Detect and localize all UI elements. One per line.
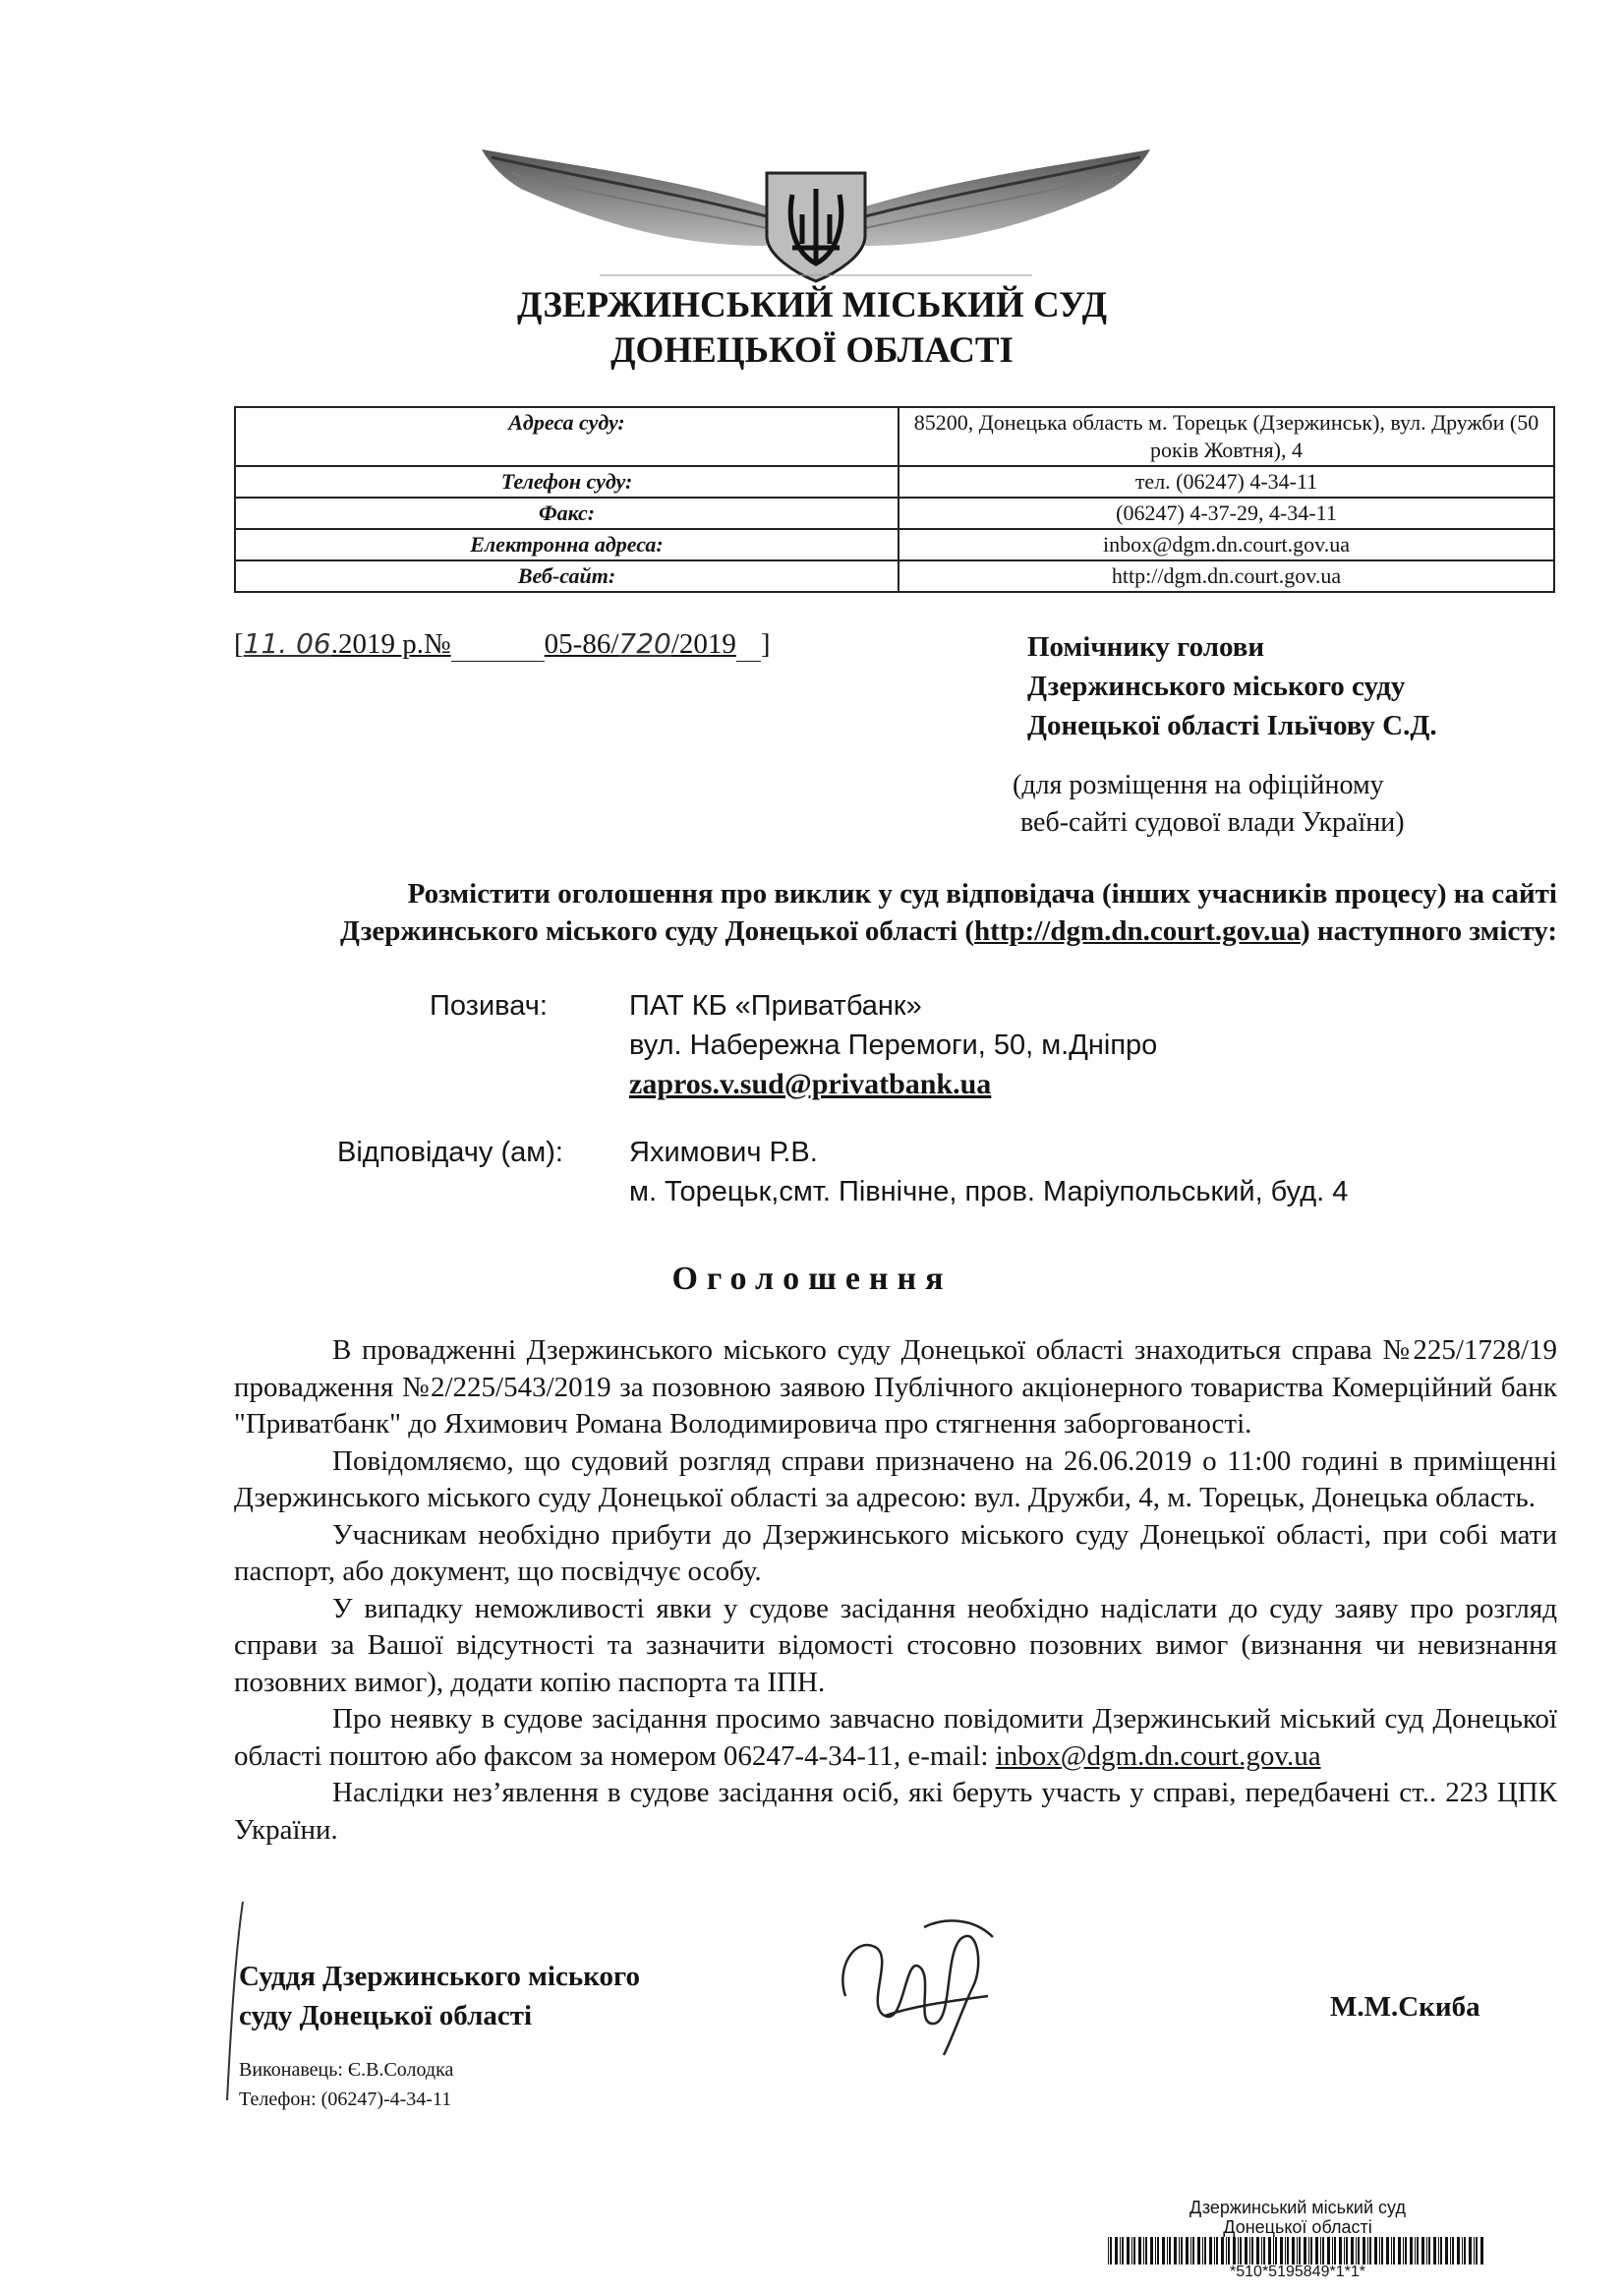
coat-of-arms-emblem: [482, 138, 1150, 285]
barcode-bar: [1374, 2237, 1377, 2265]
barcode-bar: [1440, 2237, 1442, 2265]
barcode-bar: [1398, 2237, 1401, 2265]
barcode-bar: [1261, 2237, 1262, 2265]
barcode-bar: [1181, 2237, 1183, 2265]
barcode-bar: [1169, 2237, 1171, 2265]
barcode-bar: [1150, 2237, 1153, 2265]
barcode-bar: [1268, 2237, 1271, 2265]
table-row: [235, 498, 1554, 529]
barcode-bar: [1133, 2237, 1135, 2265]
barcode-bar: [1356, 2237, 1357, 2265]
barcode-bar: [1110, 2237, 1112, 2265]
phone-label: Телефон суду:: [235, 466, 899, 498]
barcode-bar: [1190, 2237, 1191, 2265]
barcode-bar: [1457, 2237, 1460, 2265]
barcode-bar: [1162, 2237, 1165, 2265]
address-label: Адреса суду:: [235, 407, 899, 466]
website-link[interactable]: http://dgm.dn.court.gov.ua: [974, 915, 1301, 947]
barcode-number: *510*5195849*1*1*: [1230, 2264, 1365, 2280]
handwritten-number: 720: [618, 627, 671, 660]
instruction-line2: [234, 912, 1557, 950]
barcode-bar: [1315, 2237, 1318, 2265]
publication-note: [1013, 767, 1405, 842]
announcement-heading: Оголошення: [671, 1261, 953, 1297]
plaintiff-address: вул. Набережна Перемоги, 50, м.Дніпро: [629, 1029, 1158, 1061]
addressee-line1: Помічнику голови: [1027, 631, 1265, 663]
barcode-bar: [1280, 2237, 1283, 2265]
plaintiff-details: [629, 986, 1157, 1104]
handwritten-date: 11. 06: [243, 627, 331, 660]
note-line1: (для розміщення на офіційному: [1013, 770, 1384, 800]
announcement-body: [234, 1332, 1557, 1849]
judge-title: [239, 1957, 640, 2035]
phone-value: тел. (06247) 4-34-11: [899, 466, 1554, 498]
barcode-bar: [1256, 2237, 1259, 2265]
reference-gap-end: [736, 628, 761, 662]
barcode-bar: [1273, 2237, 1274, 2265]
paragraph-6: Наслідки нез’явлення в судове засідання осіб, які беруть участь у справі, передбачені ст.. 223 ЦПК України.: [234, 1777, 1557, 1846]
addressee-line3: Донецької області Ільїчову С.Д.: [1027, 710, 1437, 741]
reference-gap: [451, 628, 545, 662]
court-title-line2: ДОНЕЦЬКОЇ ОБЛАСТІ: [610, 330, 1014, 371]
barcode-bar: [1381, 2237, 1383, 2265]
bracket-open: [: [234, 628, 244, 660]
barcode-bar: [1145, 2237, 1147, 2265]
barcode-bar: [1322, 2237, 1324, 2265]
barcode-bar: [1240, 2237, 1242, 2265]
barcode-bar: [1332, 2237, 1333, 2265]
paragraph-3: Учасникам необхідно прибути до Дзержинського міського суду Донецької області, при собі мати паспорт, або документ, що посвідчує особу.: [234, 1518, 1557, 1587]
table-row: [235, 529, 1554, 560]
barcode-bar: [1438, 2237, 1439, 2265]
barcode-bar: [1415, 2237, 1416, 2265]
barcode-bar: [1469, 2237, 1472, 2265]
stamp-line2: Донецької області: [1223, 2217, 1372, 2237]
barcode-bar: [1426, 2237, 1427, 2265]
defendant-label: Відповідачу (ам):: [337, 1137, 563, 1168]
barcode-bar: [1233, 2237, 1236, 2265]
barcode-bar: [1421, 2237, 1424, 2265]
plaintiff-label: Позивач:: [430, 990, 548, 1022]
paragraph-2: Повідомляємо, що судовий розгляд справи призначено на 26.06.2019 о 11:00 годині в приміщенні Дзержинського міського суду Донецької області за адресою: вул. Дружби, 4, м. Торецьк, Донецька область.: [234, 1444, 1557, 1513]
executor-info: [239, 2055, 453, 2114]
barcode-bar: [1386, 2237, 1389, 2265]
barcode-bar: [1179, 2237, 1180, 2265]
barcode-bar: [1204, 2237, 1206, 2265]
stamp-line1: Дзержинський міський суд: [1189, 2198, 1406, 2217]
table-row: [235, 560, 1554, 592]
barcode-bar: [1299, 2237, 1301, 2265]
instruction-line1: Розмістити оголошення про виклик у суд відповідача (інших учасників процесу) на сайті: [407, 878, 1557, 910]
website-value: http://dgm.dn.court.gov.ua: [899, 560, 1554, 592]
barcode-bar: [1480, 2237, 1483, 2265]
executor-line2: Телефон: (06247)-4-34-11: [239, 2088, 452, 2110]
instruction-text: [234, 875, 1557, 950]
court-title-line1: ДЗЕРЖИНСЬКИЙ МІСЬКИЙ СУД: [516, 285, 1108, 325]
right-wing-icon: [865, 149, 1150, 246]
barcode-bar: [1452, 2237, 1454, 2265]
barcode-bar: [1405, 2237, 1407, 2265]
barcode-bar: [1391, 2237, 1392, 2265]
barcode-bar: [1358, 2237, 1360, 2265]
barcode-bar: [1417, 2237, 1419, 2265]
barcode-bar: [1379, 2237, 1380, 2265]
barcode-bar: [1245, 2237, 1247, 2265]
barcode-bar: [1474, 2237, 1475, 2265]
barcode-bar: [1393, 2237, 1395, 2265]
barcode-bar: [1251, 2237, 1253, 2265]
barcode-bar: [1263, 2237, 1265, 2265]
barcode-bar: [1226, 2237, 1227, 2265]
bracket-close: ]: [760, 628, 771, 660]
left-wing-icon: [482, 149, 767, 246]
barcode-bar: [1344, 2237, 1345, 2265]
barcode-bar: [1320, 2237, 1321, 2265]
barcode-bar: [1363, 2237, 1365, 2265]
barcode-bar: [1228, 2237, 1230, 2265]
barcode-bar: [1403, 2237, 1404, 2265]
court-email-link[interactable]: inbox@dgm.dn.court.gov.ua: [995, 1739, 1321, 1772]
paragraph-5-text: Про неявку в судове засідання просимо завчасно повідомити Дзержинський міський суд Донецької області поштою або факсом за номером 06247-4-34-11, e-mail:: [234, 1703, 1557, 1772]
barcode-bar: [1115, 2237, 1118, 2265]
executor-line1: Виконавець: Є.В.Солодка: [239, 2059, 454, 2081]
barcode-bar: [1209, 2237, 1212, 2265]
instruction-line2-before: Дзержинського міського суду Донецької області (: [340, 915, 975, 947]
address-value: 85200, Донецька область м. Торецьк (Дзержинськ), вул. Дружби (50 років Жовтня), 4: [899, 407, 1554, 466]
barcode-bar: [1308, 2237, 1309, 2265]
plaintiff-email[interactable]: zapros.v.sud@privatbank.ua: [629, 1068, 992, 1100]
barcode-bar: [1186, 2237, 1189, 2265]
barcode-bar: [1433, 2237, 1436, 2265]
barcode-bar: [1445, 2237, 1448, 2265]
judge-title-line1: Суддя Дзержинського міського: [239, 1961, 640, 1992]
barcode-bar: [1297, 2237, 1298, 2265]
addressee-block: [1027, 627, 1437, 745]
barcode-bar: [1462, 2237, 1463, 2265]
table-row: [235, 407, 1554, 466]
barcode-bar: [1122, 2237, 1124, 2265]
court-contacts-table: [234, 406, 1555, 593]
barcode-bar: [1131, 2237, 1132, 2265]
barcode-bar: [1197, 2237, 1200, 2265]
barcode-bar: [1327, 2237, 1330, 2265]
note-line2: веб-сайті судової влади України): [1020, 807, 1405, 838]
email-label: Електронна адреса:: [235, 529, 899, 560]
defendant-details: [629, 1133, 1348, 1211]
handwritten-signature: [826, 1908, 1003, 2065]
date-suffix: .2019 р.№: [330, 628, 451, 660]
barcode-bar: [1410, 2237, 1413, 2265]
fax-value: (06247) 4-37-29, 4-34-11: [899, 498, 1554, 529]
barcode-bar: [1120, 2237, 1121, 2265]
registry-stamp: [1111, 2198, 1484, 2237]
barcode-bar: [1214, 2237, 1215, 2265]
barcode-bar: [1167, 2237, 1168, 2265]
barcode-bar: [1202, 2237, 1203, 2265]
barcode-bar: [1339, 2237, 1342, 2265]
barcode-bar: [1476, 2237, 1478, 2265]
barcode-icon: [1106, 2237, 1489, 2265]
addressee-line2: Дзержинського міського суду: [1027, 671, 1406, 702]
barcode-bar: [1127, 2237, 1130, 2265]
barcode-bar: [1238, 2237, 1239, 2265]
barcode-bar: [1310, 2237, 1312, 2265]
barcode-bar: [1192, 2237, 1194, 2265]
barcode-bar: [1334, 2237, 1336, 2265]
defendant-address: м. Торецьк,смт. Північне, пров. Маріупольський, буд. 4: [629, 1176, 1349, 1207]
court-title: [0, 283, 1624, 374]
barcode-bar: [1464, 2237, 1466, 2265]
barcode-bar: [1108, 2237, 1109, 2265]
table-row: [235, 466, 1554, 498]
barcode-bar: [1249, 2237, 1250, 2265]
barcode-bar: [1287, 2237, 1289, 2265]
barcode-bar: [1369, 2237, 1371, 2265]
paragraph-4: У випадку неможливості явки у судове засідання необхідно надіслати до суду заяву про розгляд справи за Вашої відсутності та зазначити відомості стосовно позовних вимог (визнання чи невизнання позовних вимог), додати копію паспорта та ІПН.: [234, 1592, 1557, 1698]
paragraph-1: В провадженні Дзержинського міського суду Донецької області знаходиться справа №225/1728/19 провадження №2/225/543/2019 за позовною заявою Публічного акціонерного товариства Комерційний банк "Приватбанк" до Яхимович Романа Володимировича про стягнення заборгованості.: [234, 1334, 1557, 1440]
barcode-bar: [1346, 2237, 1348, 2265]
plaintiff-name: ПАТ КБ «Приватбанк»: [629, 990, 922, 1022]
barcode-bar: [1174, 2237, 1177, 2265]
number-prefix: 05-86/: [544, 628, 619, 660]
barcode-bar: [1351, 2237, 1354, 2265]
signer-name: М.М.Скиба: [1330, 1991, 1480, 2023]
judge-title-line2: суду Донецької області: [239, 2000, 533, 2031]
barcode-bar: [1157, 2237, 1159, 2265]
barcode-bar: [1143, 2237, 1144, 2265]
website-label: Веб-сайт:: [235, 560, 899, 592]
barcode-bar: [1138, 2237, 1141, 2265]
barcode-bar: [1450, 2237, 1451, 2265]
barcode-bar: [1367, 2237, 1368, 2265]
barcode-bar: [1216, 2237, 1218, 2265]
instruction-line2-after: ) наступного змісту:: [1300, 915, 1557, 947]
barcode-bar: [1221, 2237, 1224, 2265]
barcode-bar: [1285, 2237, 1286, 2265]
defendant-name: Яхимович Р.В.: [629, 1137, 818, 1168]
outgoing-reference: [234, 627, 771, 662]
barcode-bar: [1275, 2237, 1277, 2265]
number-suffix: /2019: [670, 628, 736, 660]
barcode-bar: [1428, 2237, 1430, 2265]
fax-label: Факс:: [235, 498, 899, 529]
email-value: inbox@dgm.dn.court.gov.ua: [899, 529, 1554, 560]
barcode-bar: [1292, 2237, 1295, 2265]
paragraph-5: [234, 1701, 1557, 1775]
barcode-bar: [1304, 2237, 1306, 2265]
barcode-bar: [1155, 2237, 1156, 2265]
